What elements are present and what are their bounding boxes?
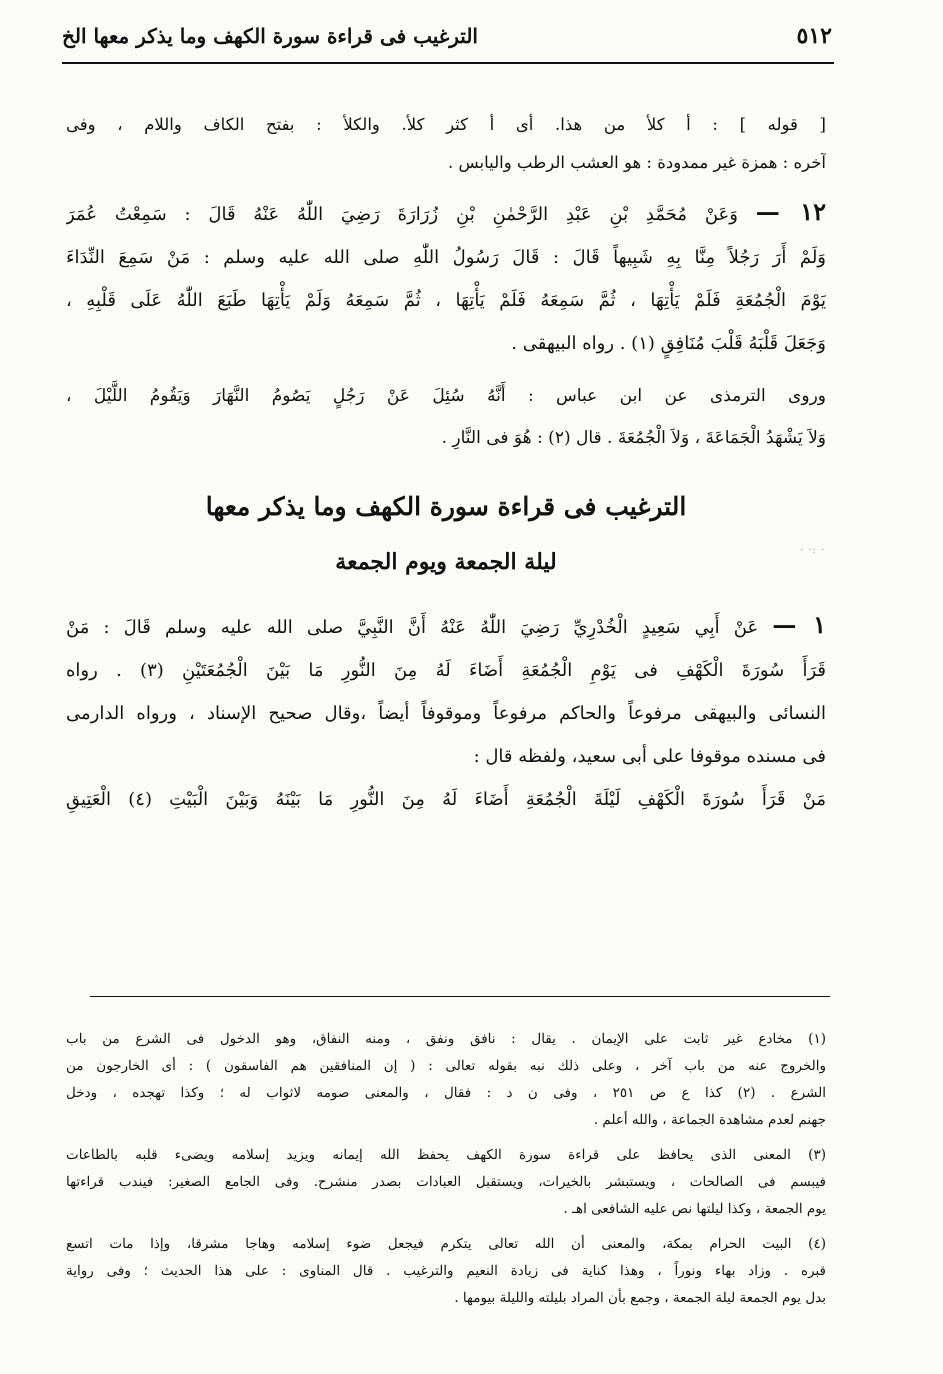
footnote-line: الشرع . (٢) كذا ع ص ٢٥١ ، وفى ن د : فقال ، والمعنى صومه لاثواب له ؛ وكذا تهجده ، ودخل: [66, 1085, 826, 1101]
footnote-line: (١) مخادع غير ثابت على الإيمان . يقال : نافق ونفق ، ومنه النفاق، وهو الدخول فى الشرع من باب: [66, 1031, 826, 1047]
footnote-3: [66, 1142, 826, 1223]
header-rule: [62, 62, 834, 64]
hadith-12: [66, 190, 826, 365]
running-title: الترغيب فى قراءة سورة الكهف وما يذكر معها الخ: [62, 24, 478, 48]
footnotes: [66, 1026, 826, 1320]
hadith-text: عَنْ أَبِي سَعِيدٍ الْخُدْرِيِّ رَضِيَ اللّٰهُ عَنْهُ أَنَّ النَّبِيَّ صلى الله عليه وسلم قَالَ : مَنْ: [66, 617, 759, 638]
gloss-paragraph: [66, 106, 826, 182]
section-title: الترغيب فى قراءة سورة الكهف وما يذكر معها: [205, 492, 687, 521]
footnote-line: يوم الجمعة ، وكذا ليلتها نص عليه الشافعى اهـ .: [563, 1201, 826, 1217]
gloss-line: آخره : همزة غير ممدودة : هو العشب الرطب واليابس .: [447, 153, 826, 172]
footnote-1-2: [66, 1026, 826, 1134]
page-number: ٥١٢: [796, 23, 832, 49]
hadith-quote: مَنْ قَرَأَ سُورَةَ الْكَهْفِ لَيْلَةَ الْجُمُعَةِ أَضَاءَ لَهُ مِنَ النُّورِ مَا بَيْنَهُ وَبَيْنَ الْبَيْتِ (٤) الْعَتِيقِ: [66, 789, 826, 810]
narration-line: وروى الترمذى عن ابن عباس : أَنَّهُ سُئِلَ عَنْ رَجُلٍ يَصُومُ النَّهَارَ وَيَقُومُ اللَّيْلَ ،: [66, 386, 826, 406]
hadith-line: وَلَمْ أَرَ رَجُلاً مِنَّا بِهِ شَبِيهاً قَالَ : قَالَ رَسُولُ اللّٰهِ صلى الله عليه وسلم : مَنْ سَمِعَ النِّدَاءَ: [66, 247, 826, 268]
hadith-line: وَجَعَلَ قَلْبَهُ قَلْبَ مُنَافِقٍ (١) . رواه البيهقى .: [511, 333, 826, 354]
footnote-line: والخروج عنه من باب آخر ، وعلى ذلك نبه بقوله تعالى : ( إن المنافقين هم الفاسقون ) : أى الخارجون من: [66, 1058, 826, 1074]
main-text: [66, 106, 826, 822]
hadith-number: ١ —: [772, 610, 826, 639]
ink-smudge: · ·: ·: [800, 545, 826, 556]
footnote-4: [66, 1231, 826, 1312]
footnote-line: فيبسم فى الصالحات ، ويستبشر بالخيرات، ويستقبل العبادات بصدر منشرح. وفى الجامع الصغير: فيندب قراءتها: [66, 1174, 826, 1190]
footnote-line: قبره . وزاد بهاء ونوراً ، وهذا كناية فى زيادة النعيم والترغيب . قال المناوى : على هذا الحديث ؛ وفى رواية: [66, 1263, 826, 1279]
footnote-line: جهنم لعدم مشاهدة الجماعة ، والله أعلم .: [593, 1112, 826, 1128]
gloss-line: [ قوله ] : أ كلأ من هذا. أى أ كثر كلأ. والكلأ : بفتح الكاف واللام ، وفى: [66, 115, 826, 134]
hadith-text: وَعَنْ مُحَمَّدِ بْنِ عَبْدِ الرَّحْمٰنِ بْنِ زُرَارَةَ رَضِيَ اللّٰهُ عَنْهُ قَالَ : سَمِعْتُ عُمَرَ: [66, 204, 738, 225]
hadith-number: ١٢ —: [755, 197, 826, 226]
hadith-line: [66, 603, 826, 649]
section-subtitle: ليلة الجمعة ويوم الجمعة: [335, 549, 557, 575]
hadith-line: فى مسنده موقوفا على أبى سعيد، ولفظه قال :: [473, 746, 826, 767]
page-header: [62, 18, 832, 54]
hadith-line: [66, 190, 826, 236]
hadith-line: النسائى والبيهقى مرفوعاً والحاكم مرفوعاً وموقوفاً أيضاً ،وقال صحيح الإسناد ، ورواه الدارمى: [66, 703, 826, 724]
footnote-line: (٤) البيت الحرام بمكة، والمعنى أن الله تعالى يتكرم فيجعل ضوء إسلامه وهاجا مشرقا، وإذا مات اتسع: [66, 1236, 826, 1252]
tirmidhi-narration: [66, 375, 826, 459]
narration-line: وَلاَ يَشْهَدُ الْجَمَاعَةَ ، وَلاَ الْجُمُعَةَ . قال (٢) : هُوَ فى النَّارِ .: [441, 428, 826, 448]
hadith-line: قَرَأَ سُورَةَ الْكَهْفِ فى يَوْمِ الْجُمُعَةِ أَضَاءَ لَهُ مِنَ النُّورِ مَا بَيْنَ الْجُمُعَتَيْنِ (٣) . رواه: [66, 660, 826, 681]
footnote-line: بدل يوم الجمعة ليلة الجمعة ، وجمع بأن المراد بليلته والليلة بيومها .: [454, 1290, 826, 1306]
footnote-rule: [90, 996, 830, 997]
hadith-1: [66, 603, 826, 822]
footnote-line: (٣) المعنى الذى يحافظ على قراءة سورة الكهف يحفظ الله إيمانه ويزيد إسلامه ويضىء قلبه بالطاعات: [66, 1147, 826, 1163]
hadith-line: يَوْمَ الْجُمُعَةِ فَلَمْ يَأْتِهَا ، ثُمَّ سَمِعَهُ فَلَمْ يَأْتِهَا ، ثُمَّ سَمِعَهُ وَلَمْ يَأْتِهَا طَبَعَ اللّٰهُ عَلَى قَلْبِهِ ،: [66, 290, 826, 311]
